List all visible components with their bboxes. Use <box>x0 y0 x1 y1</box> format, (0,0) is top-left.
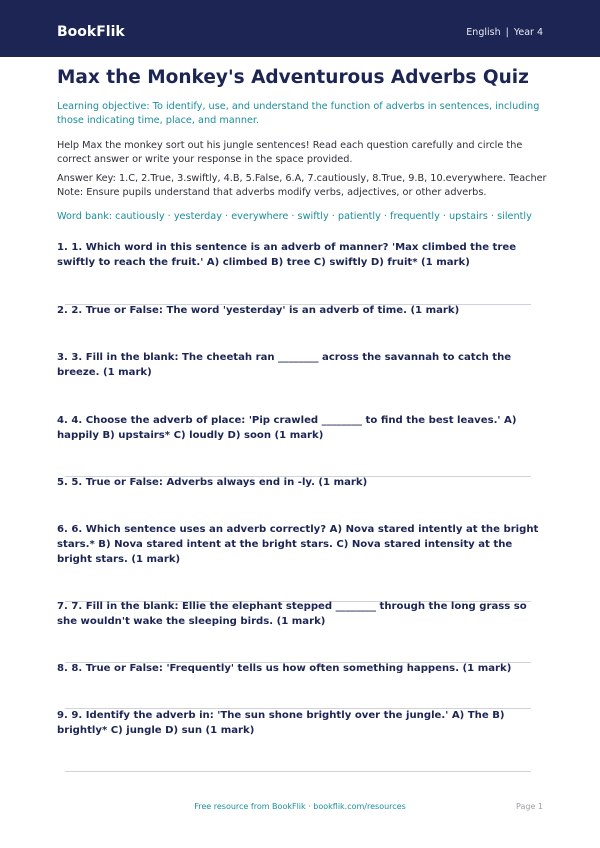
divider <box>65 771 531 772</box>
question-5: 5. 5. True or False: Adverbs always end in -ly. (1 mark) <box>57 477 368 488</box>
brand-logo[interactable]: BookFlik <box>57 24 125 40</box>
year-label: Year 4 <box>513 27 543 38</box>
page-title: Max the Monkey's Adventurous Adverbs Quiz <box>57 67 529 88</box>
question-6: 6. 6. Which sentence uses an adverb correctly? A) Nova stared intently at the bright stars.* B) Nova stared intent at the bright stars. C) Nova stared intensity at the bright stars. (1 mark) <box>57 524 539 565</box>
page-number: Page 1 <box>516 802 543 811</box>
header-meta <box>466 27 543 39</box>
footer-resource-link[interactable]: Free resource from BookFlik · bookflik.com/resources <box>194 802 406 811</box>
question-1: 1. 1. Which word in this sentence is an adverb of manner? 'Max climbed the tree swiftly to reach the fruit.' A) climbed B) tree C) swiftly D) fruit* (1 mark) <box>57 242 517 268</box>
header-bar <box>0 0 600 57</box>
word-bank: Word bank: cautiously · yesterday · everywhere · swiftly · patiently · frequently · upstairs · silently <box>57 211 532 222</box>
question-2: 2. 2. True or False: The word 'yesterday' is an adverb of time. (1 mark) <box>57 305 460 316</box>
question-3: 3. 3. Fill in the blank: The cheetah ran ________ across the savannah to catch the breeze. (1 mark) <box>57 352 512 378</box>
subject-label: English <box>466 27 501 38</box>
question-9: 9. 9. Identify the adverb in: 'The sun shone brightly over the jungle.' A) The B) brightly* C) jungle D) sun (1 mark) <box>57 710 505 736</box>
instructions: Help Max the monkey sort out his jungle sentences! Read each question carefully and circle the correct answer or write your response in the space provided. <box>57 140 523 165</box>
question-4: 4. 4. Choose the adverb of place: 'Pip crawled ________ to find the best leaves.' A) happily B) upstairs* C) loudly D) soon (1 mark) <box>57 415 517 441</box>
learning-objective: Learning objective: To identify, use, and understand the function of adverbs in sentences, including those indicating time, place, and manner. <box>57 101 540 126</box>
header-separator: | <box>505 27 509 38</box>
question-7: 7. 7. Fill in the blank: Ellie the elephant stepped ________ through the long grass so she wouldn't wake the sleeping birds. (1 mark) <box>57 601 527 627</box>
answer-key: Answer Key: 1.C, 2.True, 3.swiftly, 4.B, 5.False, 6.A, 7.cautiously, 8.True, 9.B, 10.everywhere. Teacher Note: Ensure pupils understand that adverbs modify verbs, adjectives, or other adverbs. <box>57 173 547 198</box>
question-8: 8. 8. True or False: 'Frequently' tells us how often something happens. (1 mark) <box>57 663 512 674</box>
